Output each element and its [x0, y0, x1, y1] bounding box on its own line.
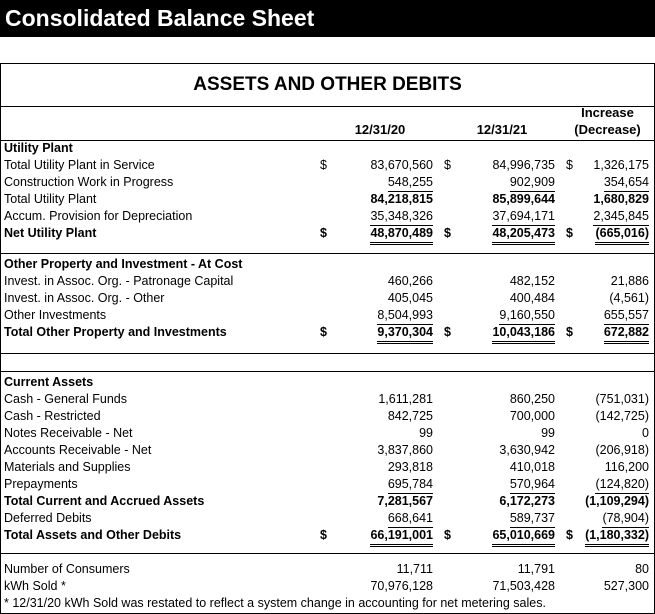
value-change: 21,886: [610, 274, 649, 288]
value-2020: 842,725: [387, 409, 433, 423]
row-label: Prepayments: [4, 477, 78, 491]
table-row: [0, 191, 655, 208]
value-2021: 37,694,171: [492, 208, 555, 226]
row-label: Cash - General Funds: [4, 392, 127, 406]
value-change: (124,820): [595, 476, 649, 494]
row-label: Total Utility Plant in Service: [4, 158, 155, 172]
table-row-total: [0, 225, 655, 242]
value-2020: 668,641: [388, 510, 433, 528]
value-2021: 71,503,428: [492, 579, 555, 593]
section-header-current-assets: [0, 374, 655, 391]
row-label: Materials and Supplies: [4, 460, 131, 474]
value-change: (751,031): [595, 392, 649, 406]
section-label: Other Property and Investment - At Cost: [4, 257, 243, 271]
section-header-other-property: [0, 256, 655, 273]
dollar-sign: $: [320, 158, 327, 172]
value-change: 655,557: [604, 307, 649, 325]
value-2021: 902,909: [510, 174, 555, 192]
section-divider: [0, 253, 655, 254]
column-header-change-line2: (Decrease): [574, 122, 641, 137]
dollar-sign: $: [320, 325, 327, 339]
table-row: [0, 442, 655, 459]
section-label: Utility Plant: [4, 141, 73, 155]
row-label: Total Assets and Other Debits: [4, 528, 182, 542]
value-2020: 99: [419, 426, 433, 440]
value-change: (78,904): [602, 510, 649, 528]
value-2020: 66,191,001: [370, 527, 433, 547]
value-change: (4,561): [609, 291, 649, 305]
table-row: [0, 578, 655, 595]
row-label: Accum. Provision for Depreciation: [4, 209, 193, 223]
row-label: Total Utility Plant: [4, 192, 97, 206]
value-2020: 9,370,304: [377, 324, 433, 344]
table-border-top: [0, 63, 655, 64]
dollar-sign: $: [566, 226, 573, 240]
dollar-sign: $: [566, 528, 573, 542]
table-row: [0, 174, 655, 191]
table-row: [0, 208, 655, 225]
section-header-utility-plant: [0, 140, 655, 157]
dollar-sign: $: [444, 528, 451, 542]
value-change: (1,109,294): [585, 494, 649, 508]
section-title: ASSETS AND OTHER DEBITS: [193, 74, 462, 95]
row-label: Total Current and Accrued Assets: [4, 494, 205, 508]
row-label: Net Utility Plant: [4, 226, 97, 240]
value-2021: 85,899,644: [492, 192, 555, 206]
table-row: [0, 459, 655, 476]
value-2021: 400,484: [509, 291, 555, 305]
row-label: Invest. in Assoc. Org. - Patronage Capital: [4, 274, 234, 288]
value-change: 1,326,175: [593, 158, 649, 172]
column-header-change-line1: Increase: [581, 105, 634, 120]
table-row: [0, 476, 655, 493]
row-label: Number of Consumers: [4, 562, 130, 576]
value-change: 1,680,829: [593, 192, 649, 206]
section-divider: [0, 553, 655, 554]
value-change: 354,654: [604, 174, 649, 192]
row-label: Notes Receivable - Net: [4, 426, 133, 440]
table-row: [0, 273, 655, 290]
dollar-sign: $: [320, 226, 327, 240]
value-2020: 695,784: [388, 476, 433, 494]
row-label: Cash - Restricted: [4, 409, 101, 423]
value-change: 2,345,845: [593, 208, 649, 226]
value-change: (1,180,332): [585, 527, 649, 547]
value-2021: 65,010,669: [492, 527, 555, 547]
value-2021: 9,160,550: [499, 307, 555, 325]
value-2021: 99: [541, 426, 555, 440]
section-label: Current Assets: [4, 375, 94, 389]
table-row: [0, 290, 655, 307]
value-2020: 8,504,993: [377, 307, 433, 325]
table-row: [0, 307, 655, 324]
value-2021: 482,152: [509, 274, 555, 288]
value-2021: 6,172,273: [499, 494, 555, 508]
row-label: kWh Sold *: [4, 579, 66, 593]
row-label: Construction Work in Progress: [4, 175, 174, 189]
column-header-12-31-21: 12/31/21: [476, 122, 528, 137]
value-2020: 83,670,560: [370, 158, 433, 172]
balance-sheet-table: [0, 63, 655, 614]
table-row: [0, 391, 655, 408]
value-2020: 48,870,489: [370, 225, 433, 245]
value-2021: 10,043,186: [492, 324, 555, 344]
value-2020: 3,837,860: [377, 443, 433, 457]
row-label: Accounts Receivable - Net: [4, 443, 152, 457]
value-2020: 405,045: [387, 291, 433, 305]
table-row: [0, 510, 655, 527]
value-change: (665,016): [595, 225, 649, 245]
table-row-subtotal: [0, 493, 655, 510]
value-change: (142,725): [595, 409, 649, 423]
row-label: Other Investments: [4, 308, 107, 322]
value-change: 527,300: [603, 579, 649, 593]
table-row: [0, 408, 655, 425]
section-divider: [0, 371, 655, 372]
value-change: 116,200: [604, 460, 649, 474]
dollar-sign: $: [566, 158, 573, 172]
dollar-sign: $: [566, 325, 573, 339]
row-label: Invest. in Assoc. Org. - Other: [4, 291, 165, 305]
value-2020: 7,281,567: [377, 494, 433, 508]
table-row: [0, 561, 655, 578]
dollar-sign: $: [320, 528, 327, 542]
value-2021: 11,791: [517, 562, 555, 576]
value-change: 80: [635, 562, 649, 576]
value-2020: 1,611,281: [378, 392, 433, 406]
page-title: Consolidated Balance Sheet: [0, 0, 655, 37]
dollar-sign: $: [444, 158, 451, 172]
value-2020: 70,976,128: [370, 579, 433, 593]
value-2021: 3,630,942: [499, 443, 555, 457]
value-2021: 570,964: [510, 476, 555, 494]
value-2021: 860,250: [509, 392, 555, 406]
value-2021: 589,737: [510, 510, 555, 528]
table-row-total: [0, 324, 655, 341]
table-row-grand-total: [0, 527, 655, 544]
dollar-sign: $: [444, 325, 451, 339]
value-2020: 548,255: [388, 174, 433, 192]
value-change: 0: [642, 426, 649, 440]
value-2020: 84,218,815: [370, 192, 433, 206]
value-2021: 410,018: [509, 460, 555, 474]
value-2021: 700,000: [509, 409, 555, 423]
value-2020: 35,348,326: [370, 208, 433, 226]
value-2021: 84,996,735: [492, 158, 555, 172]
row-label: Total Other Property and Investments: [4, 325, 227, 339]
table-row: [0, 157, 655, 174]
heading-divider: [0, 106, 655, 107]
section-divider: [0, 353, 655, 354]
row-label: Deferred Debits: [4, 511, 92, 525]
value-2020: 293,818: [387, 460, 433, 474]
value-2020: 11,711: [396, 562, 433, 576]
column-header-12-31-20: 12/31/20: [354, 122, 406, 137]
table-row: [0, 425, 655, 442]
value-2021: 48,205,473: [492, 225, 555, 245]
value-change: 672,882: [604, 324, 649, 344]
dollar-sign: $: [444, 226, 451, 240]
value-2020: 460,266: [387, 274, 433, 288]
value-change: (206,918): [595, 443, 649, 457]
footnote: * 12/31/20 kWh Sold was restated to reflect a system change in accounting for net metering sales.: [4, 596, 546, 610]
